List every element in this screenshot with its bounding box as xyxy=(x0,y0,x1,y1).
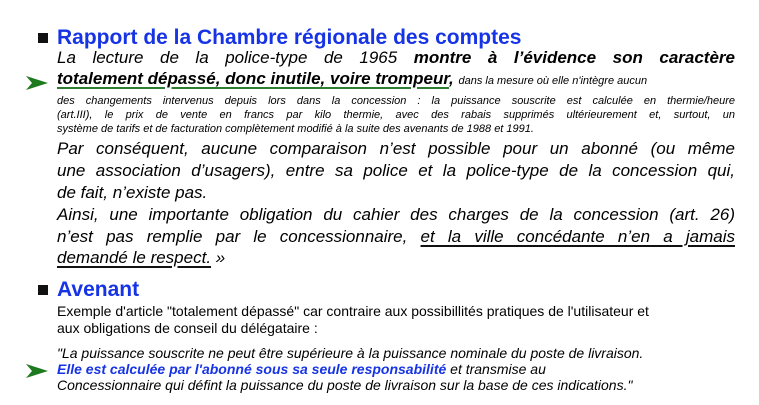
small-text-line-1: des changements intervenus depuis lors dans la concession : la puissance souscrite est calculée en thermie/heure xyxy=(57,95,735,107)
avenant-intro-line-1: Exemple d'article "totalement dépassé" car contraire aux possibillités pratiques de l'utilisateur et xyxy=(57,303,649,319)
para-line-2: une association d’usagers), entre sa police et la police-type de la concession qui, xyxy=(57,161,735,180)
para-line-6: demandé le respect. » xyxy=(57,248,226,267)
para-line-1: Par conséquent, aucune comparaison n’est possible pour un abonné (ou même xyxy=(57,139,735,158)
green-arrow-icon xyxy=(26,74,48,92)
avenant-quote-line-3: Concessionnaire qui défint la puissance du poste de livraison sur la base de ces indications." xyxy=(57,377,633,393)
square-bullet-icon xyxy=(38,33,48,43)
para-line-5: n’est pas remplie par le concessionnaire, et la ville concédante n’en a jamais xyxy=(57,227,735,246)
para-line-4: Ainsi, une importante obligation du cahier des charges de la concession (art. 26) xyxy=(57,205,735,224)
small-text-line-2: (art.III), le prix de vente en francs par kilo thermie, avec des rabais supprimés ultérieurement et, surtout, un xyxy=(57,109,735,121)
avenant-quote-line-2: Elle est calculée par l'abonné sous sa seule responsabilité et transmise au xyxy=(57,361,546,377)
section-heading-rapport: Rapport de la Chambre régionale des comptes xyxy=(57,26,522,49)
para-line-3: de fait, n’existe pas. xyxy=(57,183,208,202)
avenant-quote-line-1: "La puissance souscrite ne peut être supérieure à la puissance nominale du poste de livraison. xyxy=(57,345,644,361)
small-text-line-3: système de tarifs et de facturation complètement modifié à la suite des avenants de 1988 et 1991. xyxy=(57,123,534,135)
green-arrow-icon xyxy=(26,362,48,380)
section-heading-avenant: Avenant xyxy=(57,278,140,301)
square-bullet-icon xyxy=(38,285,48,295)
quote-line-2: totalement dépassé, donc inutile, voire trompeur, dans la mesure où elle n'intègre aucun xyxy=(57,69,648,88)
quote-line-1: La lecture de la police-type de 1965 montre à l’évidence son caractère xyxy=(57,48,735,67)
avenant-intro-line-2: aux obligations de conseil du délégataire : xyxy=(57,320,318,336)
